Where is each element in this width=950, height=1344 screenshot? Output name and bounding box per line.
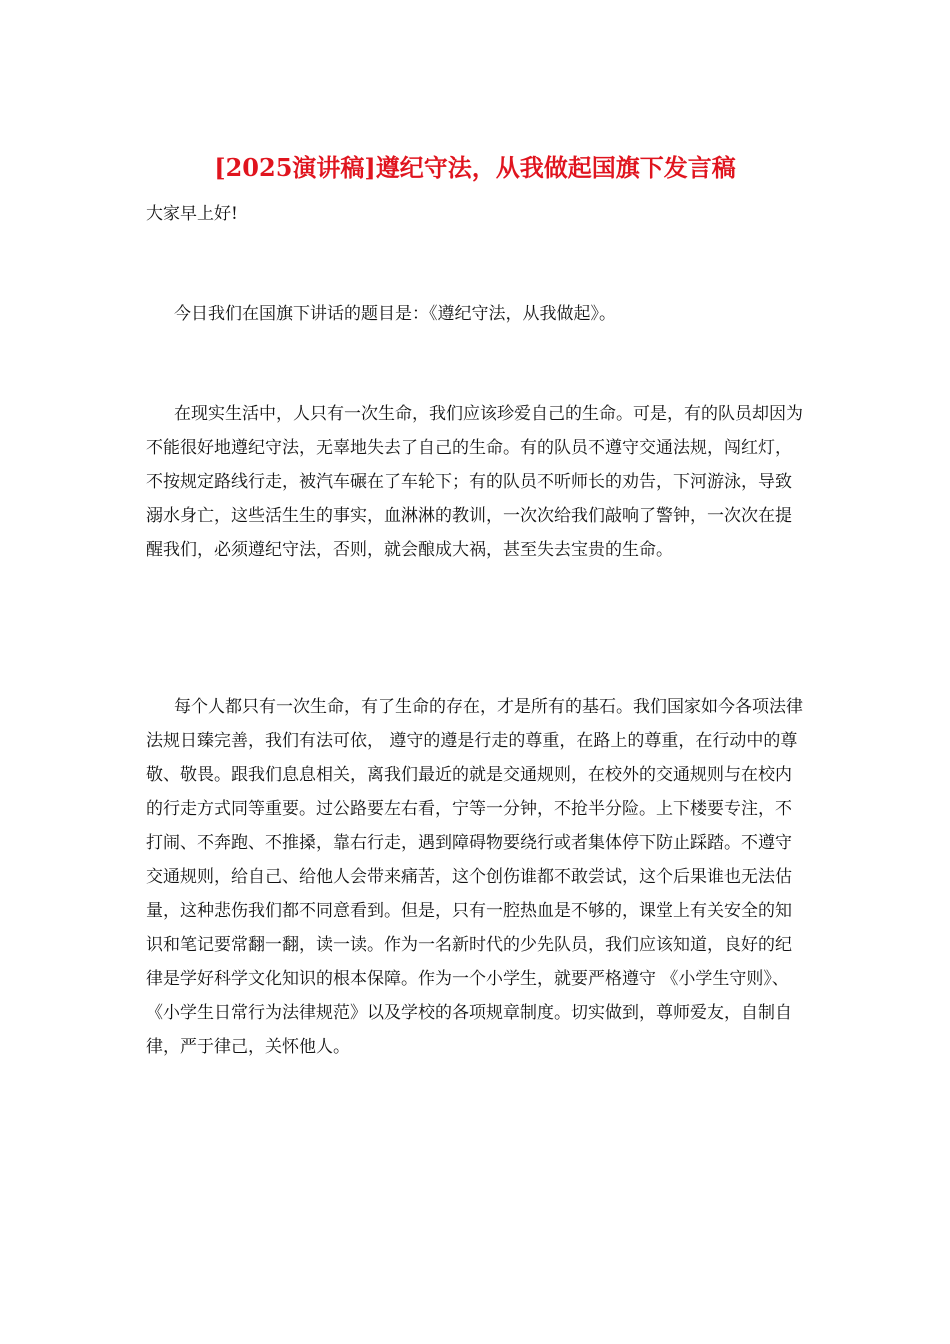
paragraph-life: 在现实生活中，人只有一次生命，我们应该珍爱自己的生命。可是，有的队员却因为不能很好地遵纪守法，无辜地失去了自己的生命。有的队员不遵守交通法规，闯红灯，不按规定路线行走，被汽车碾在了车轮下；有的队员不听师长的劝告，下河游泳，导致溺水身亡，这些活生生的事实，血淋淋的教训，一次次给我们敲响了警钟，一次次在提醒我们，必须遵纪守法，否则，就会酿成大祸，甚至失去宝贵的生命。 <box>146 404 803 560</box>
page-title: [2025演讲稿]遵纪守法，从我做起国旗下发言稿 <box>214 153 736 182</box>
greeting-line: 大家早上好! <box>146 204 238 224</box>
paragraph-topic: 今日我们在国旗下讲话的题目是：《遵纪守法，从我做起》。 <box>174 304 616 324</box>
paragraph-rules: 每个人都只有一次生命，有了生命的存在，才是所有的基石。我们国家如今各项法律法规日臻完善，我们有法可依， 遵守的遵是行走的尊重，在路上的尊重，在行动中的尊敬、敬畏。跟我们息息相关，离我们最近的就是交通规则，在校外的交通规则与在校内的行走方式同等重要。过公路要左右看，宁等一分钟，不抢半分险。上下楼要专注，不打闹、不奔跑、不推搡，靠右行走，遇到障碍物要绕行或者集体停下防止踩踏。不遵守交通规则，给自己、给他人会带来痛苦，这个创伤谁都不敢尝试，这个后果谁也无法估量，这种悲伤我们都不同意看到。但是，只有一腔热血是不够的，课堂上有关安全的知识和笔记要常翻一翻，读一读。作为一名新时代的少先队员，我们应该知道，良好的纪律是学好科学文化知识的根本保障。作为一个小学生，就要严格遵守 《小学生守则》、《小学生日常行为法律规范》以及学校的各项规章制度。切实做到，尊师爱友，自制自律，严于律己，关怀他人。 <box>146 697 803 1057</box>
